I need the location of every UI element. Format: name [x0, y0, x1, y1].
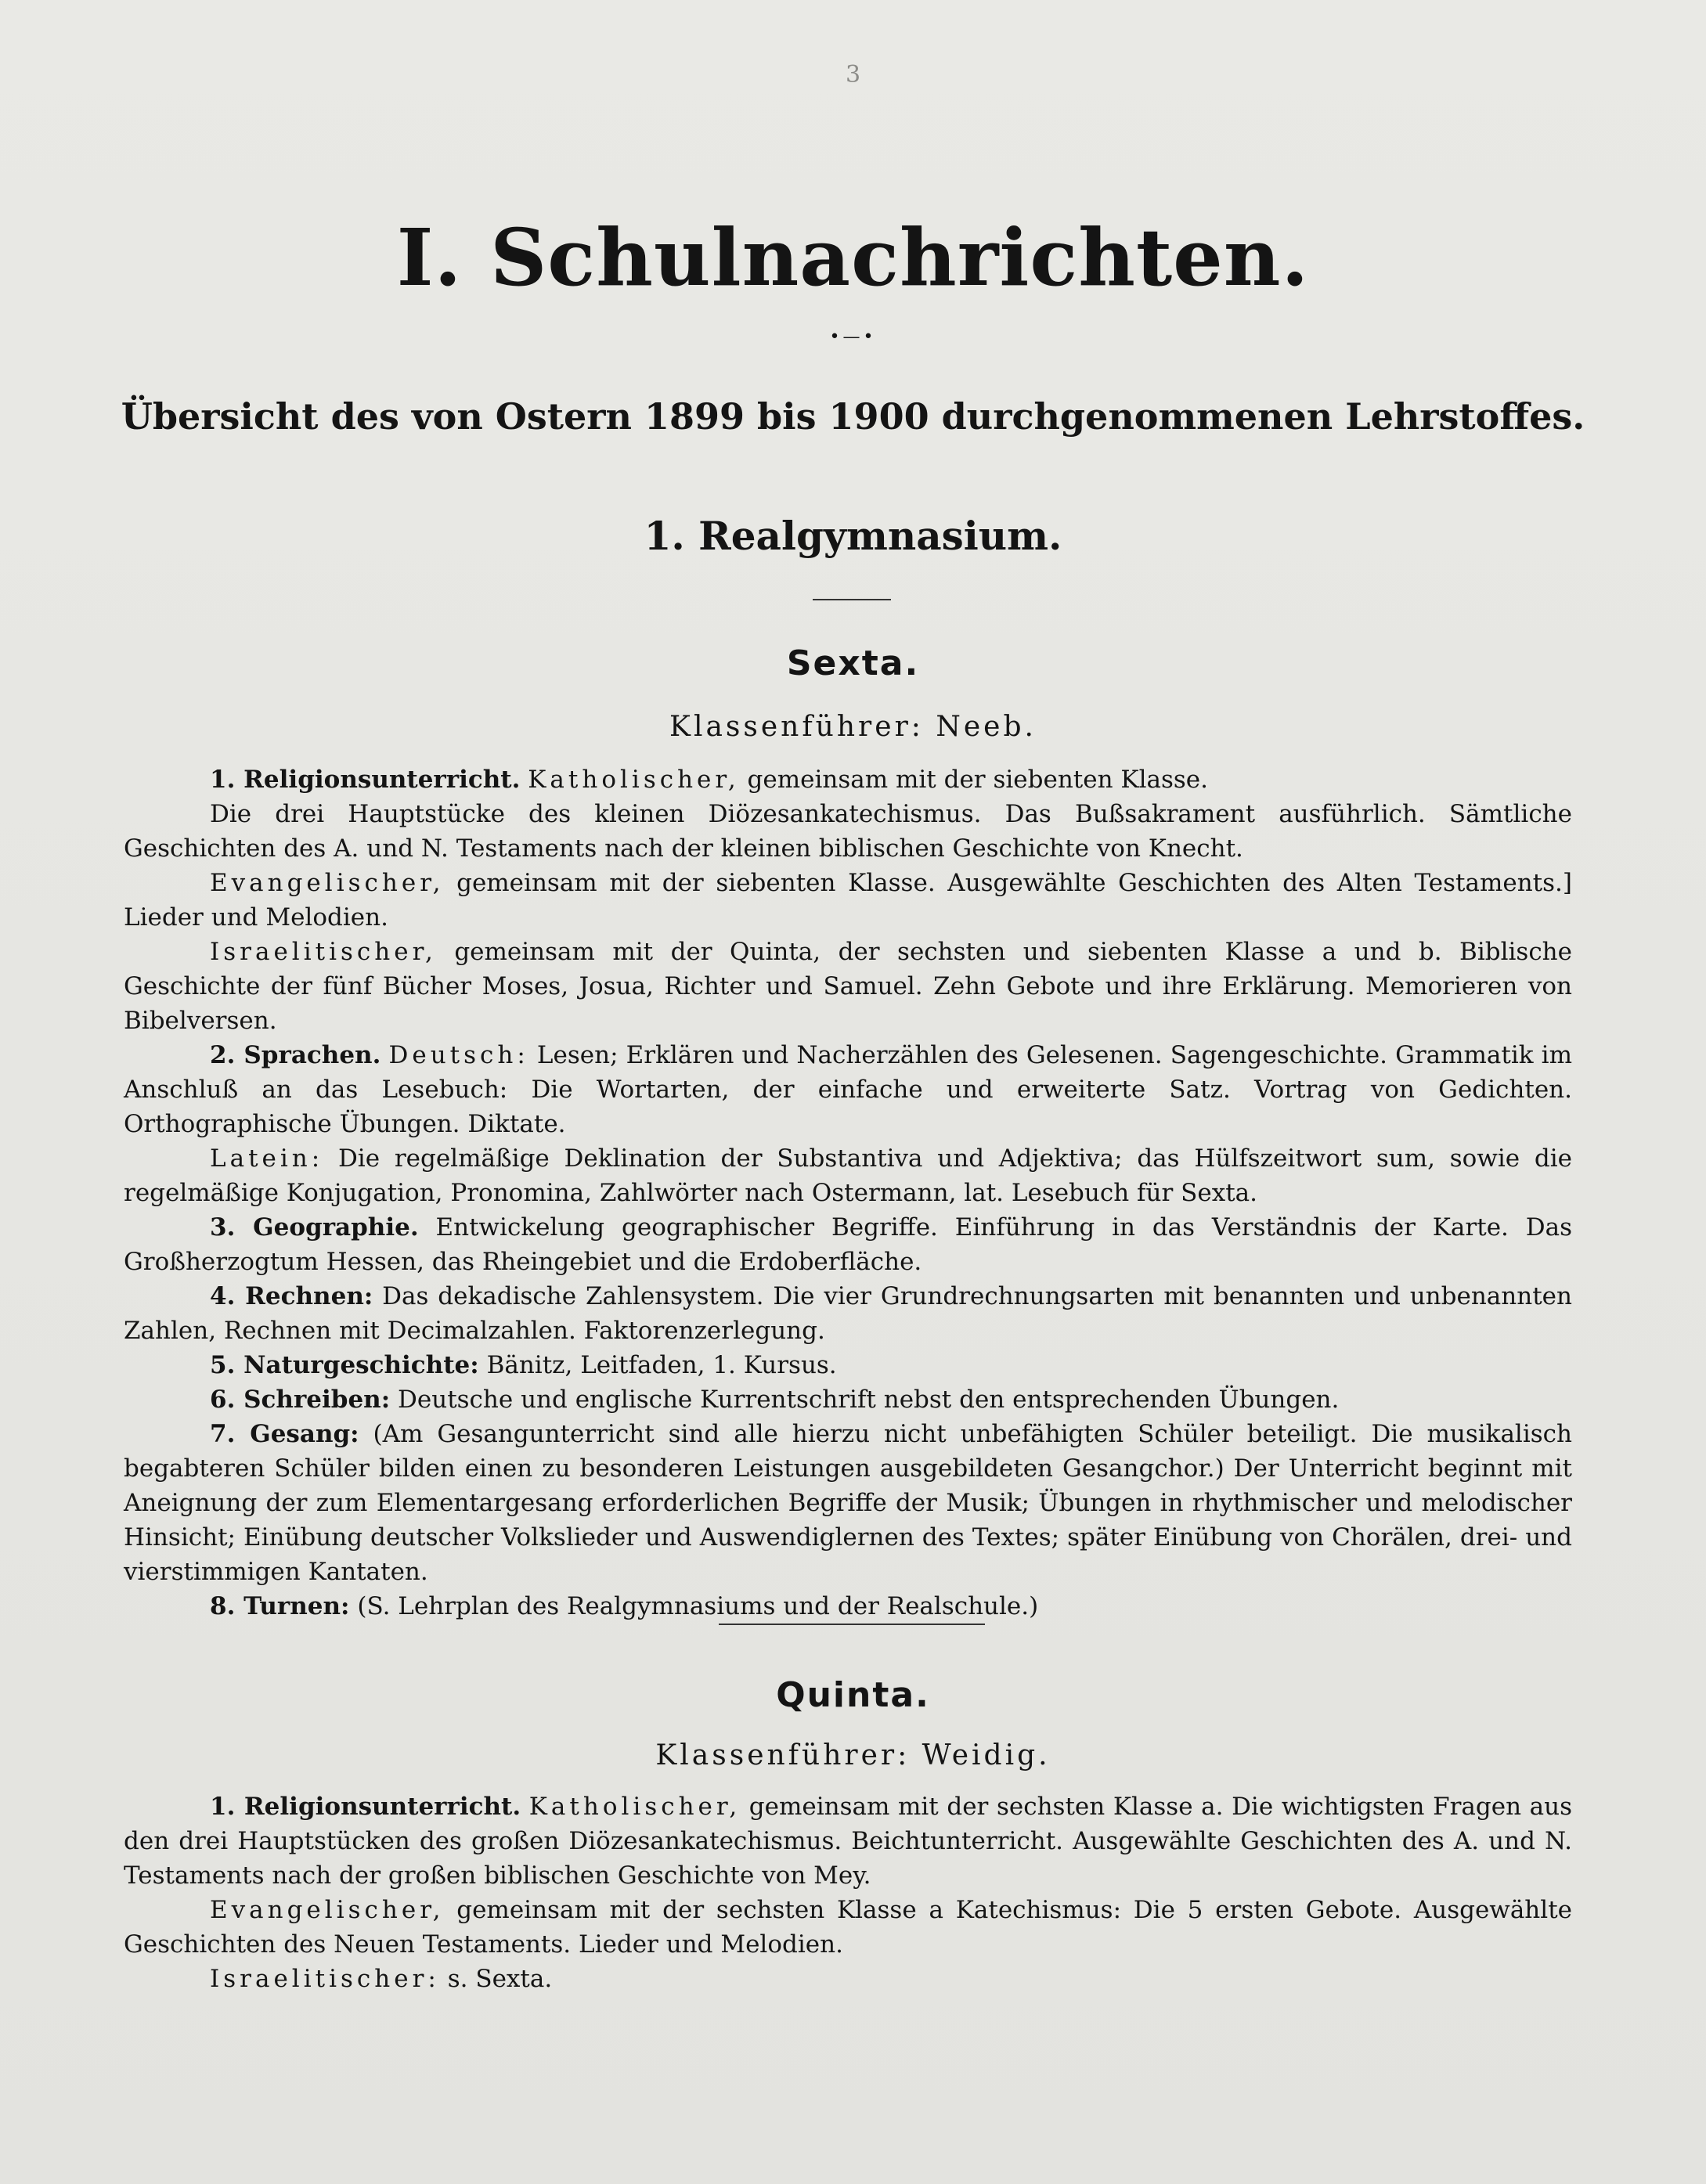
class-title-sexta: Sexta.: [786, 643, 920, 683]
paragraph: Israelitischer: s. Sexta.: [210, 1965, 553, 1993]
sexta-content: [124, 762, 1572, 1624]
document-subtitle: Übersicht des von Ostern 1899 bis 1900 durchgenommenen Lehrstoffes.: [121, 395, 1585, 438]
quinta-content: [124, 1789, 1572, 1996]
class-teacher-sexta: Klassenführer: Neeb.: [669, 711, 1037, 743]
class-title-quinta: Quinta.: [776, 1675, 930, 1715]
paragraph: 1. Religionsunterricht. Katholischer, gemeinsam mit der sechsten Klasse a. Die wichtigsten Fragen aus den drei Hauptstücken des großen Diözesankatechismus. Beichtunterricht. Ausgewählte Geschichten des A. und N. Testaments nach der großen biblischen Geschichte von Mey.: [124, 1793, 1572, 1890]
paragraph: 5. Naturgeschichte: Bänitz, Leitfaden, 1. Kursus.: [210, 1351, 837, 1379]
class-divider: [719, 1624, 985, 1625]
paragraph: 1. Religionsunterricht. Katholischer, gemeinsam mit der siebenten Klasse.: [210, 766, 1208, 794]
title-ornament: •—•: [829, 327, 877, 347]
paragraph: 2. Sprachen. Deutsch: Lesen; Erklären und Nacherzählen des Gelesenen. Sagengeschichte. Grammatik im Anschluß an das Lesebuch: Die Wortarten, der einfache und erweiterte Satz. Vortrag von Gedichten. Orthographische Übungen. Diktate.: [124, 1041, 1572, 1138]
page-number: 3: [845, 61, 861, 88]
section-divider: [813, 599, 891, 600]
paragraph: 4. Rechnen: Das dekadische Zahlensystem. Die vier Grundrechnungsarten mit benannten und unbenannten Zahlen, Rechnen mit Decimalzahlen. Faktorenzerlegung.: [124, 1282, 1572, 1345]
paragraph: Evangelischer, gemeinsam mit der sechsten Klasse a Katechismus: Die 5 ersten Gebote. Ausgewählte Geschichten des Neuen Testaments. Lieder und Melodien.: [124, 1896, 1572, 1959]
class-teacher-quinta: Klassenführer: Weidig.: [655, 1739, 1051, 1771]
paragraph: Israelitischer, gemeinsam mit der Quinta, der sechsten und siebenten Klasse a und b. Biblische Geschichte der fünf Bücher Moses, Josua, Richter und Samuel. Zehn Gebote und ihre Erklärung. Memorieren von Bibelversen.: [124, 938, 1572, 1035]
paragraph: 8. Turnen: (S. Lehrplan des Realgymnasiums und der Realschule.): [210, 1592, 1039, 1620]
paragraph: 3. Geographie. Entwickelung geographischer Begriffe. Einführung in das Verständnis der Karte. Das Großherzogtum Hessen, das Rheingebiet und die Erdoberfläche.: [124, 1213, 1572, 1276]
paragraph: Die drei Hauptstücke des kleinen Diözesankatechismus. Das Bußsakrament ausführlich. Sämtliche Geschichten des A. und N. Testaments nach der kleinen biblischen Geschichte von Knecht.: [124, 800, 1572, 863]
section-title: 1. Realgymnasium.: [644, 513, 1062, 559]
paragraph: 7. Gesang: (Am Gesangunterricht sind alle hierzu nicht unbefähigten Schüler beteiligt. Die musikalisch begabteren Schüler bilden einen zu besonderen Leistungen ausgebildeten Gesangchor.) Der Unterricht beginnt mit Aneignung der zum Elementargesang erforderlichen Begriffe der Musik; Übungen in rhythmischer und melodischer Hinsicht; Einübung deutscher Volkslieder und Auswendiglernen des Textes; später Einübung von Chorälen, drei- und vierstimmigen Kantaten.: [124, 1420, 1572, 1586]
paragraph: 6. Schreiben: Deutsche und englische Kurrentschrift nebst den entsprechenden Übungen.: [210, 1386, 1340, 1414]
paragraph: Latein: Die regelmäßige Deklination der Substantiva und Adjektiva; das Hülfszeitwort sum, sowie die regelmäßige Konjugation, Pronomina, Zahlwörter nach Ostermann, lat. Lesebuch für Sexta.: [124, 1144, 1572, 1207]
page-title: I. Schulnachrichten.: [396, 211, 1310, 304]
paragraph: Evangelischer, gemeinsam mit der siebenten Klasse. Ausgewählte Geschichten des Alten Testaments.] Lieder und Melodien.: [124, 869, 1572, 932]
